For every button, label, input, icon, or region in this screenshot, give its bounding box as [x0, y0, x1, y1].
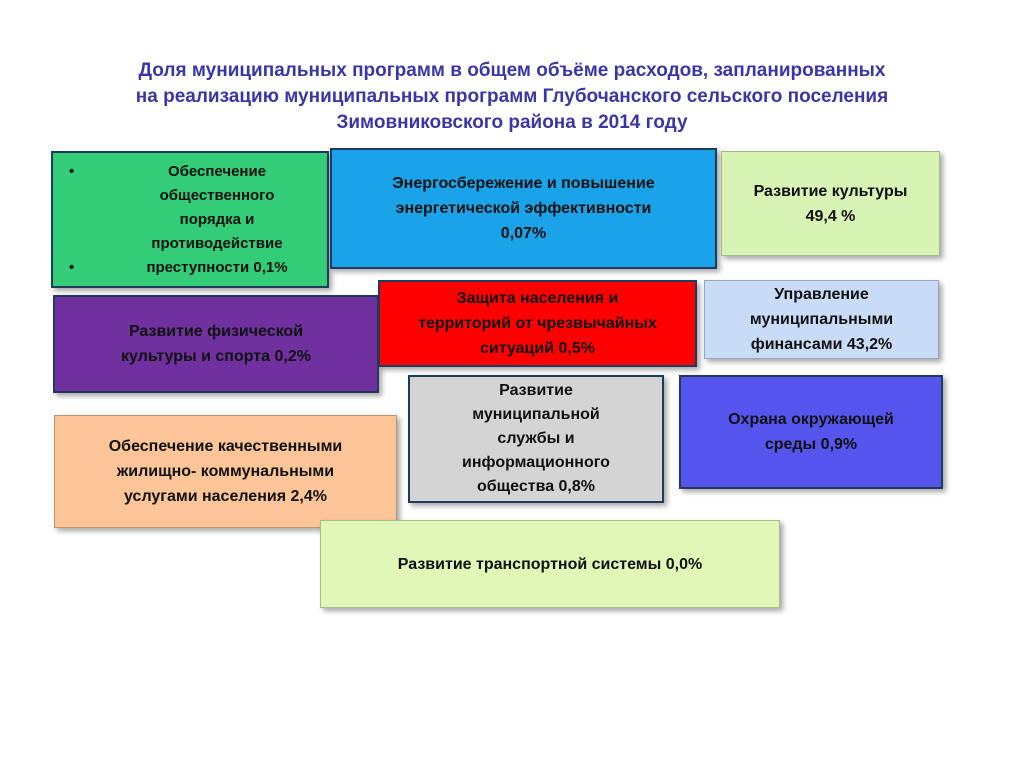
finance-line-1: Управление — [774, 286, 869, 303]
energy-line-1: Энергосбережение и повышение — [392, 175, 655, 192]
finance-line-2: муниципальными — [749, 311, 894, 328]
box-emergency-protection — [378, 280, 697, 367]
service-line-4: информационного — [462, 454, 610, 471]
environment-line-1: Охрана окружающей — [728, 411, 894, 428]
box-sport — [53, 295, 379, 393]
sport-line-1: Развитие физической — [128, 323, 304, 340]
title-line-3: Зимовниковского района в 2014 году — [336, 112, 688, 133]
page-title — [40, 58, 984, 136]
service-line-5: общества 0,8% — [476, 478, 595, 495]
box-culture — [721, 151, 940, 256]
box-energy-saving — [330, 148, 717, 269]
title-line-1: Доля муниципальных программ в общем объёме расходов, запланированных — [138, 60, 886, 81]
box-public-order — [51, 151, 329, 288]
environment-line-2: среды 0,9% — [764, 436, 858, 453]
box-finance-management — [704, 280, 939, 359]
culture-line-2: 49,4 % — [805, 207, 856, 225]
energy-line-3: 0,07% — [500, 225, 547, 242]
box-municipal-service — [408, 375, 664, 503]
finance-line-3: финансами 43,2% — [750, 336, 893, 353]
title-line-2: на реализацию муниципальных программ Глубочанского сельского поселения — [135, 86, 889, 107]
public-order-item-1: • Обеспечение общественного порядка и противодействие — [123, 160, 301, 256]
service-line-2: муниципальной — [472, 406, 600, 423]
protection-line-1: Защита населения и — [456, 290, 619, 307]
sport-line-2: культуры и спорта 0,2% — [121, 348, 311, 365]
culture-line-1: Развитие культуры — [753, 182, 908, 200]
public-order-list — [69, 160, 301, 280]
protection-line-2: территорий от чрезвычайных — [418, 315, 657, 332]
housing-line-1: Обеспечение качественными — [108, 438, 343, 455]
energy-line-2: энергетической эффективности — [395, 200, 652, 217]
bullet-dot-icon: • — [69, 258, 75, 276]
service-line-1: Развитие — [499, 382, 573, 399]
protection-line-3: ситуаций 0,5% — [480, 340, 595, 357]
housing-line-3: услугами населения 2,4% — [124, 488, 327, 505]
housing-line-2: жилищно- коммунальными — [116, 463, 335, 480]
bullet-dot-icon: • — [69, 162, 75, 180]
box-transport — [320, 520, 780, 608]
transport-line-1: Развитие транспортной системы 0,0% — [397, 555, 703, 573]
box-housing-services — [54, 415, 397, 528]
box-environment — [679, 375, 943, 489]
public-order-item-2: • преступности 0,1% — [123, 256, 301, 280]
service-line-3: службы и — [497, 430, 575, 447]
